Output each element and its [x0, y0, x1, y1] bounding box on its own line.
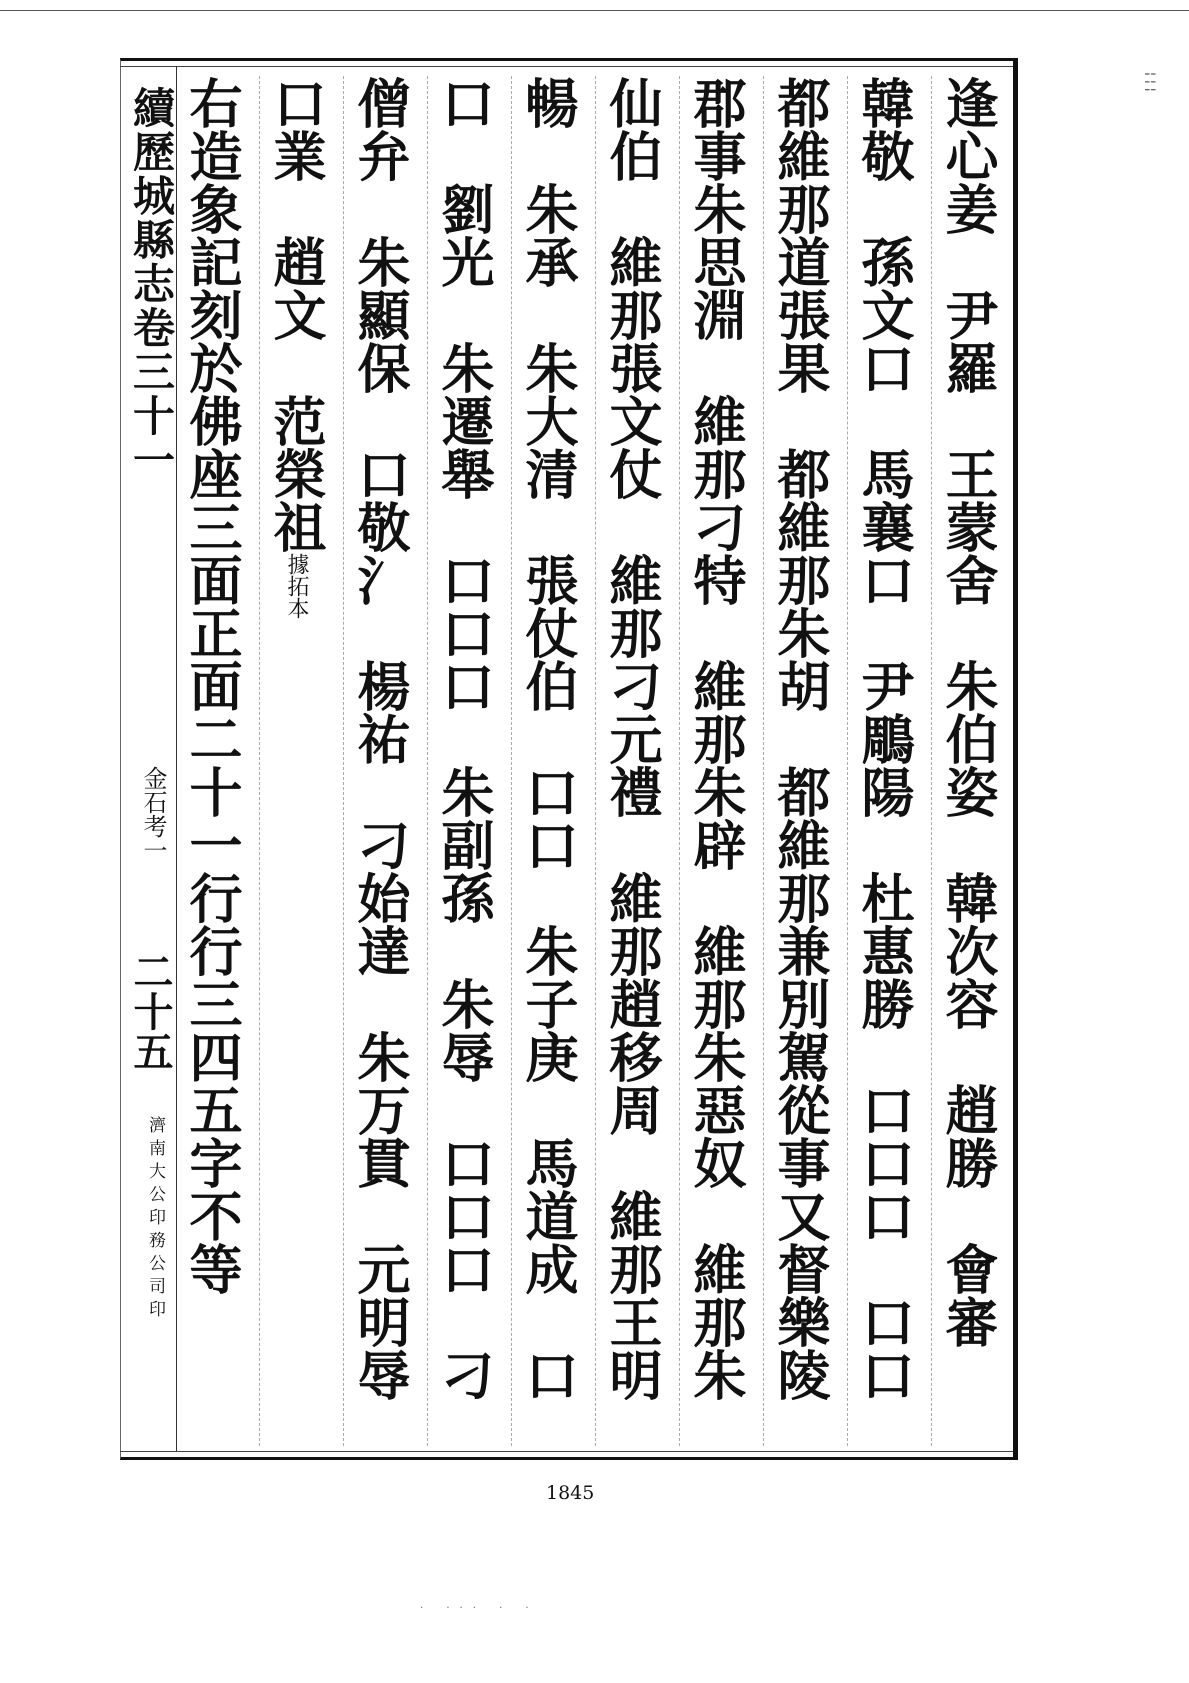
text-column-9-main: 口業 趙文 范榮祖: [265, 76, 327, 553]
top-rule: [0, 10, 1189, 11]
inner-bottom-rule: [120, 1451, 1013, 1452]
margin-title: [128, 86, 174, 482]
text-column-2: 韓敬 孫文口 馬襄口 尹鵰陽 杜惠勝 口口口 口口: [847, 76, 920, 1446]
book-title: 續歷城縣志: [127, 86, 176, 306]
text-column-4: 郡事朱思淵 維那刁特 維那朱辟 維那朱惡奴 維那朱: [679, 76, 752, 1446]
text-column-10: 右造象記刻於佛座三面正面二十一行行三四五字不等: [181, 76, 243, 1295]
page-number: 1845: [546, 1482, 595, 1504]
text-column-5: 仙伯 維那張文仗 維那刁元禮 維那趙移周 維那王明: [595, 76, 668, 1446]
text-column-8: 僧弁 朱顯保 口敬氵 楊祐 刁始達 朱万貫 元明辱: [343, 76, 416, 1446]
printer-imprint: 濟南大公印務公司印: [145, 1116, 165, 1323]
folio-number: 二十五: [127, 951, 174, 1071]
source-note: 據拓本: [284, 553, 309, 619]
text-column-1: 逢心姜 尹羅 王蒙舍 朱伯姿 韓次容 趙勝 會審: [931, 76, 1004, 1446]
text-column-3: 都維那道張果 都維那朱胡 都維那兼別駕從事又督樂陵: [763, 76, 836, 1446]
inner-top-rule: [120, 66, 1013, 67]
scan-dots: . ... . .: [420, 1600, 539, 1611]
volume-label: 卷三十一: [127, 306, 176, 482]
text-column-7: 口 劉光 朱遷舉 口口口 朱副孫 朱辱 口口口 刁: [427, 76, 500, 1446]
text-column-9: [259, 76, 332, 1446]
margin-column: [120, 66, 177, 1451]
side-marks: ¦ ¦ ¦: [1144, 72, 1158, 92]
text-columns: [176, 76, 1004, 1446]
section-label: 金石考一: [139, 766, 167, 862]
text-column-6: 暢 朱承 朱大清 張仗伯 口口 朱子庚 馬道成 口: [511, 76, 584, 1446]
